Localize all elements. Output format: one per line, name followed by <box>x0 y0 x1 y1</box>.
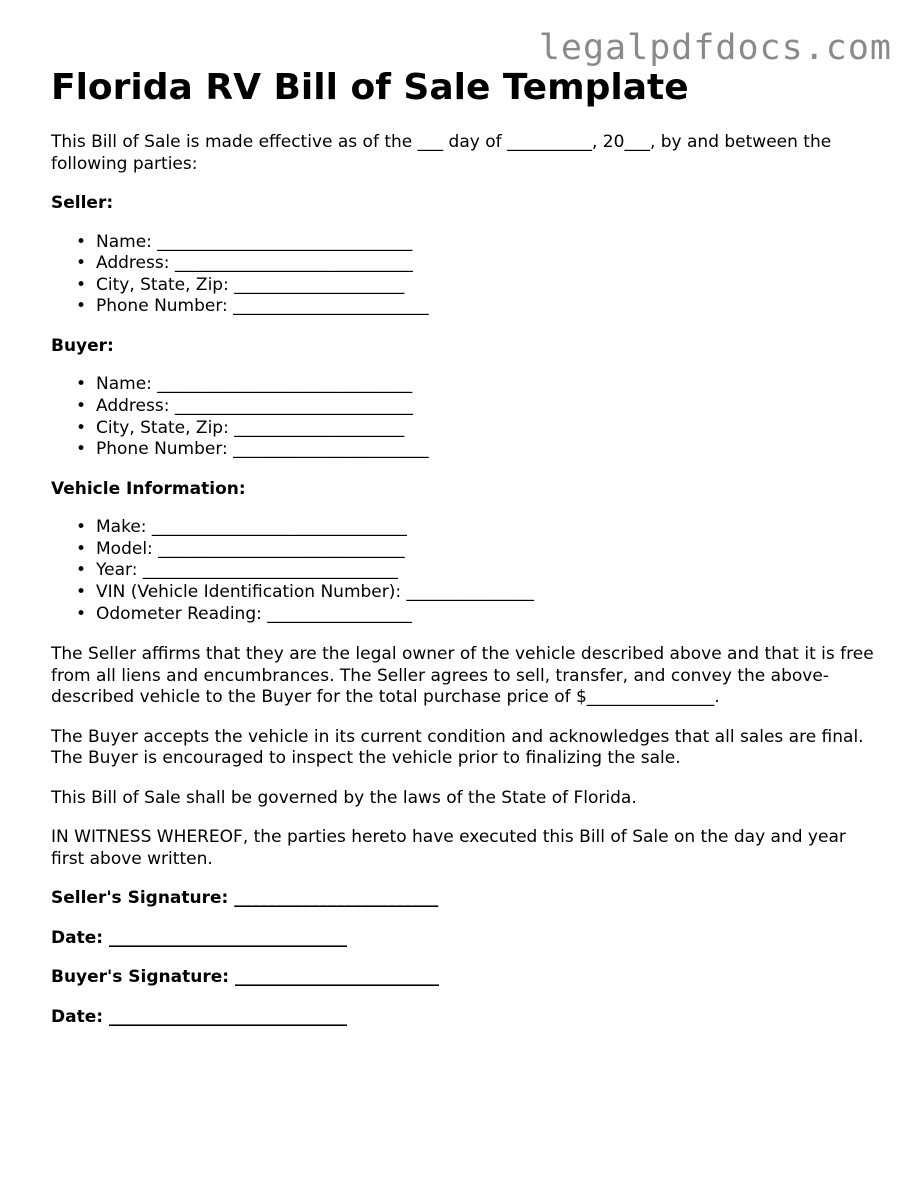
buyer-name-field: • Name: ______________________________ <box>76 374 413 395</box>
seller-address-field: • Address: ____________________________ <box>76 253 413 274</box>
bullet-icon: • <box>76 560 87 581</box>
buyer-fields-list <box>51 374 881 460</box>
bullet-icon: • <box>76 274 87 295</box>
seller-phone-field: • Phone Number: _______________________ <box>76 296 429 317</box>
vehicle-vin-field: • VIN (Vehicle Identification Number): _______________ <box>76 582 535 603</box>
acceptance-paragraph: The Buyer accepts the vehicle in its current condition and acknowledges that all sales are final. The Buyer is encouraged to inspect the vehicle prior to finalizing the sale. <box>51 726 864 769</box>
bullet-icon: • <box>76 582 87 603</box>
bullet-icon: • <box>76 417 87 438</box>
buyer-signature-line: Buyer's Signature: ________________________ <box>51 967 439 988</box>
seller-city-field: • City, State, Zip: ____________________ <box>76 274 405 295</box>
vehicle-model-field: • Model: _____________________________ <box>76 538 405 559</box>
vehicle-heading: Vehicle Information: <box>51 478 246 499</box>
seller-signature-line: Seller's Signature: ________________________ <box>51 888 439 909</box>
buyer-address-field: • Address: ____________________________ <box>76 395 413 416</box>
bullet-icon: • <box>76 517 87 538</box>
seller-name-field: • Name: ______________________________ <box>76 231 413 252</box>
bullet-icon: • <box>76 538 87 559</box>
seller-fields-list <box>51 232 881 318</box>
bullet-icon: • <box>76 296 87 317</box>
bullet-icon: • <box>76 439 87 460</box>
document-page <box>51 66 881 1028</box>
watermark: legalpdfdocs.com <box>538 28 892 68</box>
governing-law-paragraph: This Bill of Sale shall be governed by the laws of the State of Florida. <box>51 787 637 808</box>
vehicle-fields-list <box>51 517 881 625</box>
buyer-city-field: • City, State, Zip: ____________________ <box>76 417 405 438</box>
page-title: Florida RV Bill of Sale Template <box>51 67 689 108</box>
intro-paragraph: This Bill of Sale is made effective as of the ___ day of __________, 20___, by and between the following parties: <box>51 132 832 174</box>
buyer-date-line: Date: ____________________________ <box>51 1006 347 1027</box>
buyer-heading: Buyer: <box>51 335 114 356</box>
bullet-icon: • <box>76 253 87 274</box>
seller-heading: Seller: <box>51 193 114 213</box>
bullet-icon: • <box>76 374 87 395</box>
bullet-icon: • <box>76 603 87 624</box>
buyer-phone-field: • Phone Number: _______________________ <box>76 439 429 460</box>
affirmation-paragraph: The Seller affirms that they are the legal owner of the vehicle described above and that it is free from all liens and encumbrances. The Seller agrees to sell, transfer, and convey the above-described vehicle to the Buyer for the total purchase price of $_______________. <box>51 644 874 708</box>
witness-paragraph: IN WITNESS WHEREOF, the parties hereto have executed this Bill of Sale on the day and year first above written. <box>51 827 846 869</box>
seller-date-line: Date: ____________________________ <box>51 927 347 948</box>
vehicle-year-field: • Year: ______________________________ <box>76 560 398 581</box>
vehicle-odometer-field: • Odometer Reading: _________________ <box>76 603 412 624</box>
bullet-icon: • <box>76 395 87 416</box>
bullet-icon: • <box>76 231 87 252</box>
vehicle-make-field: • Make: ______________________________ <box>76 517 407 538</box>
